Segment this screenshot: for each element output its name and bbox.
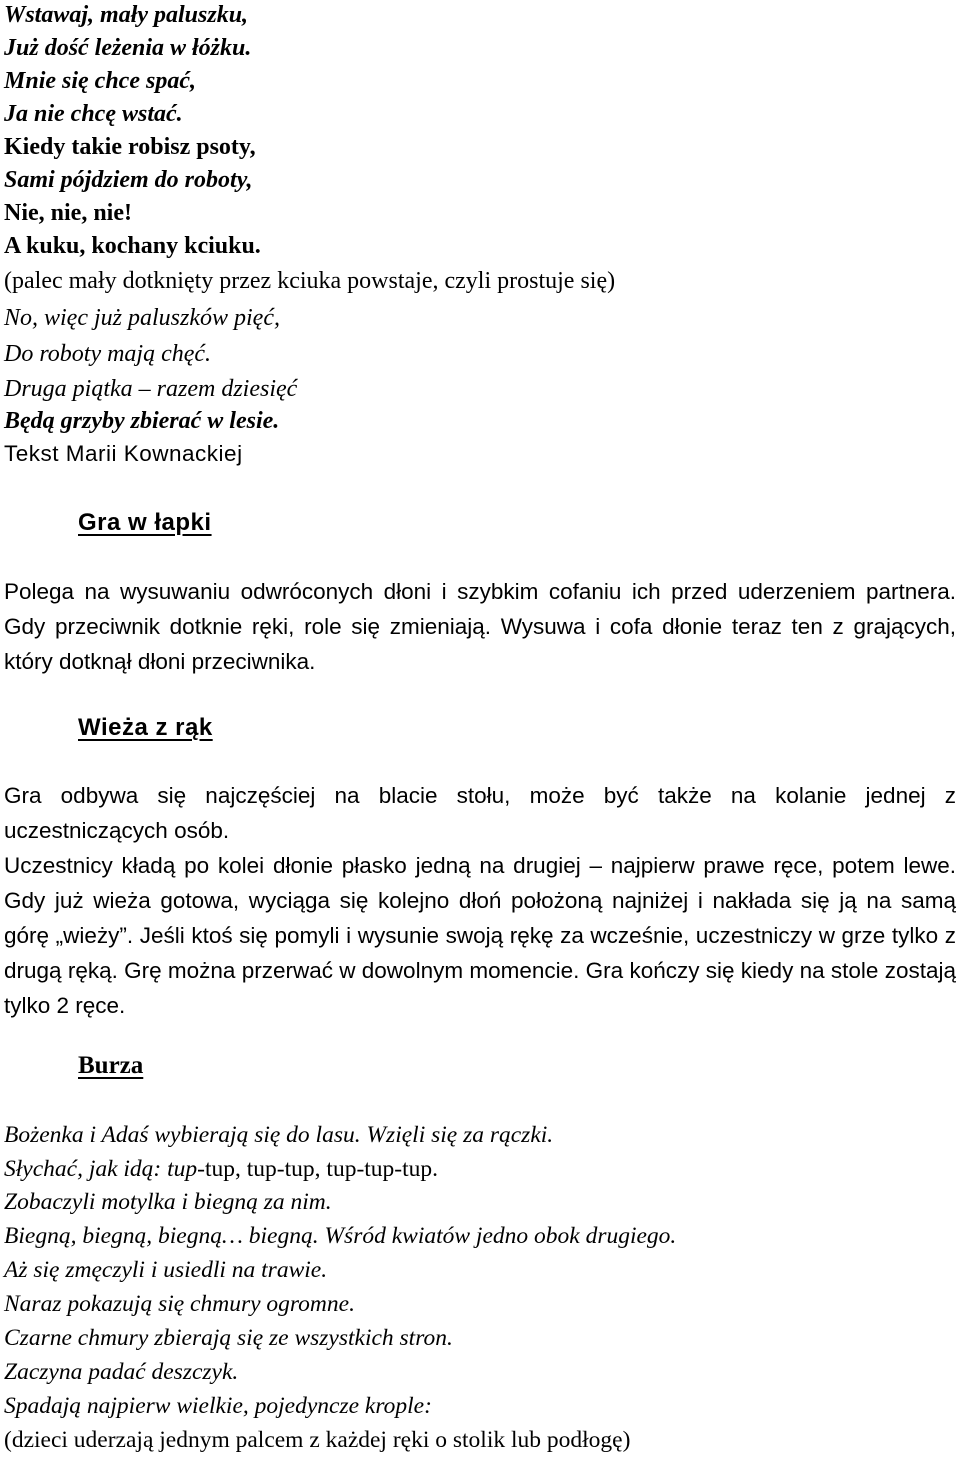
- story-stage-direction: (dzieci uderzają jednym palcem z każdej ręki o stolik lub podłogę): [4, 1427, 631, 1453]
- story-text-plain: -tup, tup-tup, tup-tup-tup.: [197, 1156, 439, 1182]
- story-line: Zobaczyli motylka i biegną za nim.: [4, 1189, 332, 1215]
- poem-line: Już dość leżenia w łóżku.: [4, 35, 252, 61]
- poem-line: No, więc już paluszków pięć,: [4, 305, 280, 331]
- poem-line: Sami pójdziem do roboty,: [4, 167, 253, 193]
- poem-line: Ja nie chcę wstać.: [4, 101, 183, 127]
- section-paragraph: Polega na wysuwaniu odwróconych dłoni i szybkim cofaniu ich przed uderzeniem partnera. Gdy przeciwnik dotknie ręki, role się zmieniają. Wysuwa i cofa dłonie teraz ten z grających, który dotknął dłoni przeciwnika.: [4, 579, 956, 674]
- poem-line: A kuku, kochany kciuku.: [4, 233, 261, 259]
- section-paragraph: Uczestnicy kładą po kolei dłonie płasko jedną na drugiej – najpierw prawe ręce, potem lewe. Gdy już wieża gotowa, wyciąga się kolejno dłoń położoną najniżej i nakłada się ją na samą górę „wieży”. Jeśli ktoś się pomyli i wysunie swoją rękę za wcześnie, uczestniczy w grze tylko z drugą ręką. Grę można przerwać w dowolnym momencie. Gra kończy się kiedy na stole zostają tylko 2 ręce.: [4, 853, 956, 1018]
- poem-line: Do roboty mają chęć.: [4, 341, 212, 367]
- story-line: Spadają najpierw wielkie, pojedyncze krople:: [4, 1393, 432, 1419]
- story-line: [4, 1225, 676, 1249]
- poem-line: Mnie się chce spać,: [4, 68, 196, 94]
- story-text-italic: Słychać, jak idą: tup: [4, 1156, 198, 1182]
- story-line: Naraz pokazują się chmury ogromne.: [4, 1291, 355, 1317]
- story-line: [4, 1158, 438, 1182]
- poem-line: Kiedy takie robisz psoty,: [4, 134, 256, 160]
- story-line: Czarne chmury zbierają się ze wszystkich stron.: [4, 1325, 453, 1351]
- section-heading-burza: Burza: [78, 1052, 144, 1079]
- story-text: Biegną, biegną, biegną…: [4, 1223, 243, 1249]
- section-heading-wieza-z-rak: Wieża z rąk: [78, 714, 213, 741]
- poem-stage-direction: (palec mały dotknięty przez kciuka powstaje, czyli prostuje się): [4, 268, 616, 294]
- poem-line: Wstawaj, mały paluszku,: [4, 2, 249, 28]
- poem-line: Nie, nie, nie!: [4, 200, 132, 226]
- poem-line: Będą grzyby zbierać w lesie.: [4, 408, 280, 434]
- section-heading-gra-w-lapki: Gra w łapki: [78, 509, 212, 536]
- story-line: Aż się zmęczyli i usiedli na trawie.: [4, 1257, 328, 1283]
- section-paragraph: Gra odbywa się najczęściej na blacie stołu, może być także na kolanie jednej z uczestniczących osób.: [4, 783, 956, 843]
- poem-author: Tekst Marii Kownackiej: [4, 441, 243, 466]
- story-line: Zaczyna padać deszczyk.: [4, 1359, 239, 1385]
- story-line: Bożenka i Adaś wybierają się do lasu. Wzięli się za rączki.: [4, 1122, 554, 1148]
- poem-line: Druga piątka – razem dziesięć: [4, 376, 298, 402]
- story-text: biegną. Wśród kwiatów jedno obok drugiego.: [242, 1223, 677, 1249]
